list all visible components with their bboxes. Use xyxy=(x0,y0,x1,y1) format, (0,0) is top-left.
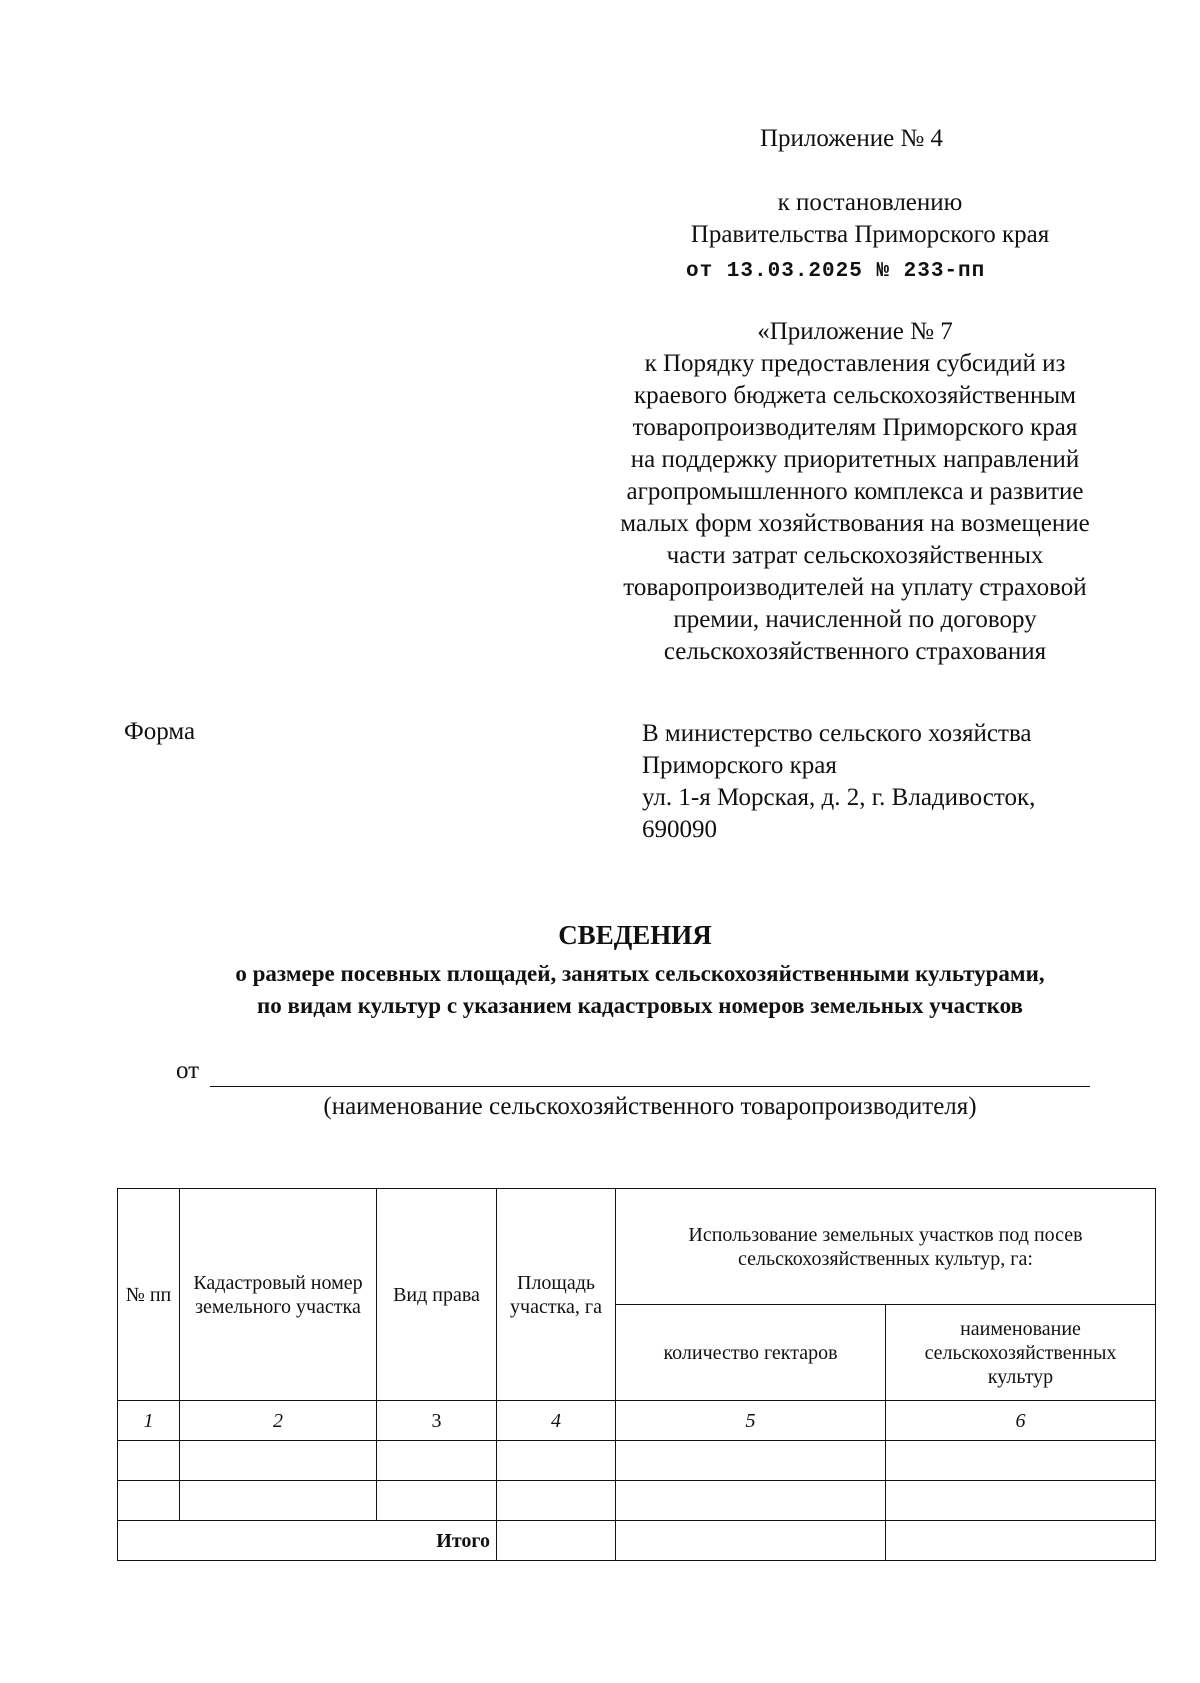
appendix-government: Правительства Приморского края xyxy=(690,221,1050,248)
table-cell[interactable] xyxy=(180,1441,377,1481)
table-row xyxy=(118,1441,1156,1481)
order-line: товаропроизводителей на уплату страховой xyxy=(623,574,1087,601)
table-cell[interactable] xyxy=(118,1481,180,1521)
table-cell[interactable] xyxy=(497,1481,616,1521)
addressee-line: В министерство сельского хозяйства xyxy=(642,720,1032,747)
column-number: 1 xyxy=(118,1401,180,1441)
producer-name-caption: (наименование сельскохозяйственного товаропроизводителя) xyxy=(323,1093,977,1120)
addressee-line: 690090 xyxy=(642,816,717,843)
order-appendix-block xyxy=(585,316,1125,668)
document-subtitle-line2: по видам культур с указанием кадастровых номеров земельных участков xyxy=(257,993,1023,1018)
table-cell[interactable] xyxy=(616,1441,886,1481)
header-hectares: количество гектаров xyxy=(616,1305,886,1401)
header-plot-area: Площадь участка, га xyxy=(497,1189,616,1401)
column-number: 5 xyxy=(616,1401,886,1441)
total-hectares-cell[interactable] xyxy=(616,1521,886,1561)
column-number: 3 xyxy=(377,1401,497,1441)
order-line: краевого бюджета сельскохозяйственным xyxy=(634,382,1076,409)
appendix-date-number: от 13.03.2025 № 233-пп xyxy=(686,260,986,283)
table-cell[interactable] xyxy=(377,1481,497,1521)
table-row xyxy=(118,1481,1156,1521)
table-cell[interactable] xyxy=(886,1441,1156,1481)
document-subtitle-line1: о размере посевных площадей, занятых сельскохозяйственными культурами, xyxy=(235,961,1045,986)
table-cell[interactable] xyxy=(616,1481,886,1521)
order-line: «Приложение № 7 xyxy=(757,318,953,345)
table-cell[interactable] xyxy=(118,1441,180,1481)
total-crops-cell[interactable] xyxy=(886,1521,1156,1561)
order-line: части затрат сельскохозяйственных xyxy=(666,542,1044,569)
crop-area-table xyxy=(117,1188,1156,1561)
column-number: 2 xyxy=(180,1401,377,1441)
document-title: СВЕДЕНИЯ xyxy=(558,920,712,950)
table-cell[interactable] xyxy=(497,1441,616,1481)
order-line: премии, начисленной по договору xyxy=(673,606,1037,633)
order-line: сельскохозяйственного страхования xyxy=(663,638,1047,665)
appendix-number: Приложение № 4 xyxy=(760,125,944,152)
header-num: № пп xyxy=(118,1189,180,1401)
total-row xyxy=(118,1521,1156,1561)
form-label: Форма xyxy=(124,718,196,745)
appendix-to-resolution: к постановлению xyxy=(777,189,963,216)
table-cell[interactable] xyxy=(180,1481,377,1521)
addressee-line: Приморского края xyxy=(642,752,837,779)
order-line: к Порядку предоставления субсидий из xyxy=(644,350,1066,377)
header-cadastral-number: Кадастровый номер земельного участка xyxy=(180,1189,377,1401)
order-line: товаропроизводителям Приморского края xyxy=(632,414,1078,441)
order-line: агропромышленного комплекса и развитие xyxy=(626,478,1084,505)
total-label: Итого xyxy=(118,1521,497,1561)
order-line: малых форм хозяйствования на возмещение xyxy=(620,510,1090,537)
column-number: 4 xyxy=(497,1401,616,1441)
addressee-line: ул. 1-я Морская, д. 2, г. Владивосток, xyxy=(642,784,1036,811)
table-cell[interactable] xyxy=(886,1481,1156,1521)
from-label: от xyxy=(176,1057,200,1084)
producer-name-line[interactable] xyxy=(210,1086,1090,1087)
column-number: 6 xyxy=(886,1401,1156,1441)
total-area-cell[interactable] xyxy=(497,1521,616,1561)
header-right-type: Вид права xyxy=(377,1189,497,1401)
header-land-usage: Использование земельных участков под посев сельскохозяйственных культур, га: xyxy=(616,1189,1156,1305)
addressee-block xyxy=(642,718,1142,846)
header-crop-names: наименование сельскохозяйственных культур xyxy=(886,1305,1156,1401)
order-line: на поддержку приоритетных направлений xyxy=(630,446,1080,473)
column-number-row xyxy=(118,1401,1156,1441)
table-cell[interactable] xyxy=(377,1441,497,1481)
